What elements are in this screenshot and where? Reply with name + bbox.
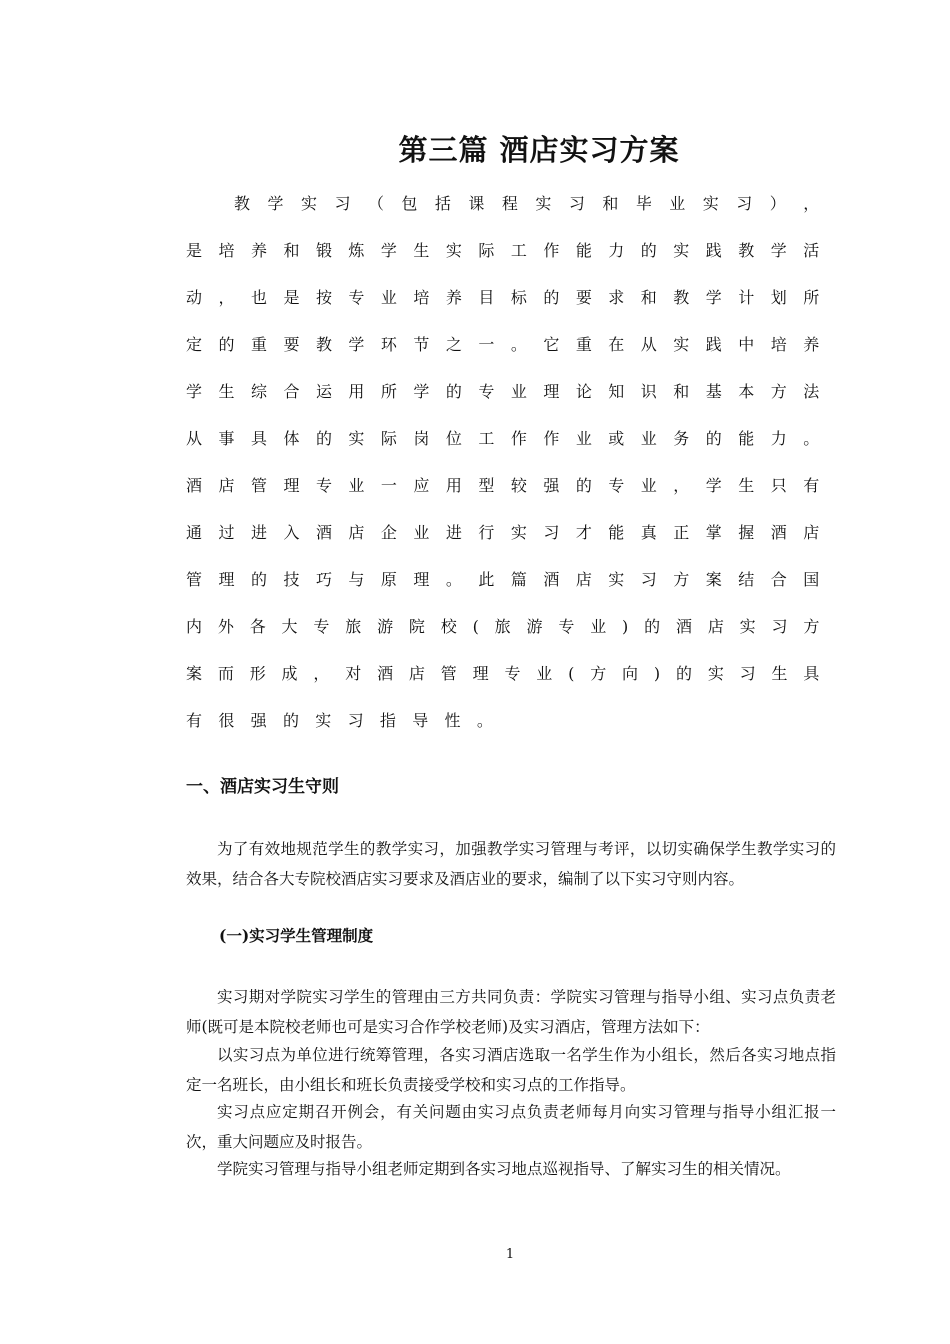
body-paragraph: 实习期对学院实习学生的管理由三方共同负责：学院实习管理与指导小组、实习点负责老师(既可是本院校老师也可是实习合作学校老师)及实习酒店，管理方法如下： — [186, 988, 836, 1036]
intro-line: 是 培 养 和 锻 炼 学 生 实 际 工 作 能 力 的 实 践 教 学 活 — [186, 241, 820, 260]
body-paragraph: 以实习点为单位进行统筹管理，各实习酒店选取一名学生作为小组长，然后各实习地点指定一名班长，由小组长和班长负责接受学校和实习点的工作指导。 — [186, 1046, 836, 1094]
intro-line: 通 过 进 入 酒 店 企 业 进 行 实 习 才 能 真 正 掌 握 酒 店 — [186, 523, 820, 542]
intro-line: 案 而 形 成 ， 对 酒 店 管 理 专 业 ( 方 向 ) 的 实 习 生 具 — [186, 664, 820, 683]
intro-line: 从 事 具 体 的 实 际 岗 位 工 作 作 业 或 业 务 的 能 力 。 — [186, 429, 820, 448]
intro-line: 定 的 重 要 教 学 环 节 之 一 。 它 重 在 从 实 践 中 培 养 — [186, 335, 820, 354]
section-intro-paragraph: 为了有效地规范学生的教学实习，加强教学实习管理与考评，以切实确保学生教学实习的效果，结合各大专院校酒店实习要求及酒店业的要求，编制了以下实习守则内容。 — [186, 840, 836, 888]
section-heading: 一、酒店实习生守则 — [186, 777, 339, 797]
intro-line: 酒 店 管 理 专 业 一 应 用 型 较 强 的 专 业 ， 学 生 只 有 — [186, 476, 820, 495]
intro-line: 教 学 实 习 （ 包 括 课 程 实 习 和 毕 业 实 习 ） ， — [234, 194, 820, 213]
intro-line: 学 生 综 合 运 用 所 学 的 专 业 理 论 知 识 和 基 本 方 法 — [186, 382, 820, 401]
body-paragraph: 学院实习管理与指导小组老师定期到各实习地点巡视指导、了解实习生的相关情况。 — [217, 1160, 791, 1178]
page-title: 第三篇 酒店实习方案 — [398, 133, 680, 167]
intro-line: 内 外 各 大 专 旅 游 院 校 ( 旅 游 专 业 ) 的 酒 店 实 习 方 — [186, 617, 820, 636]
intro-line: 有 很 强 的 实 习 指 导 性 。 — [186, 711, 494, 730]
page-number: 1 — [505, 1247, 515, 1262]
intro-line: 管 理 的 技 巧 与 原 理 。 此 篇 酒 店 实 习 方 案 结 合 国 — [186, 570, 820, 589]
intro-paragraph — [186, 182, 820, 746]
body-paragraph: 实习点应定期召开例会，有关问题由实习点负责老师每月向实习管理与指导小组汇报一次，重大问题应及时报告。 — [186, 1103, 836, 1151]
intro-line: 动 ， 也 是 按 专 业 培 养 目 标 的 要 求 和 教 学 计 划 所 — [186, 288, 820, 307]
subsection-heading: (一)实习学生管理制度 — [219, 926, 374, 945]
